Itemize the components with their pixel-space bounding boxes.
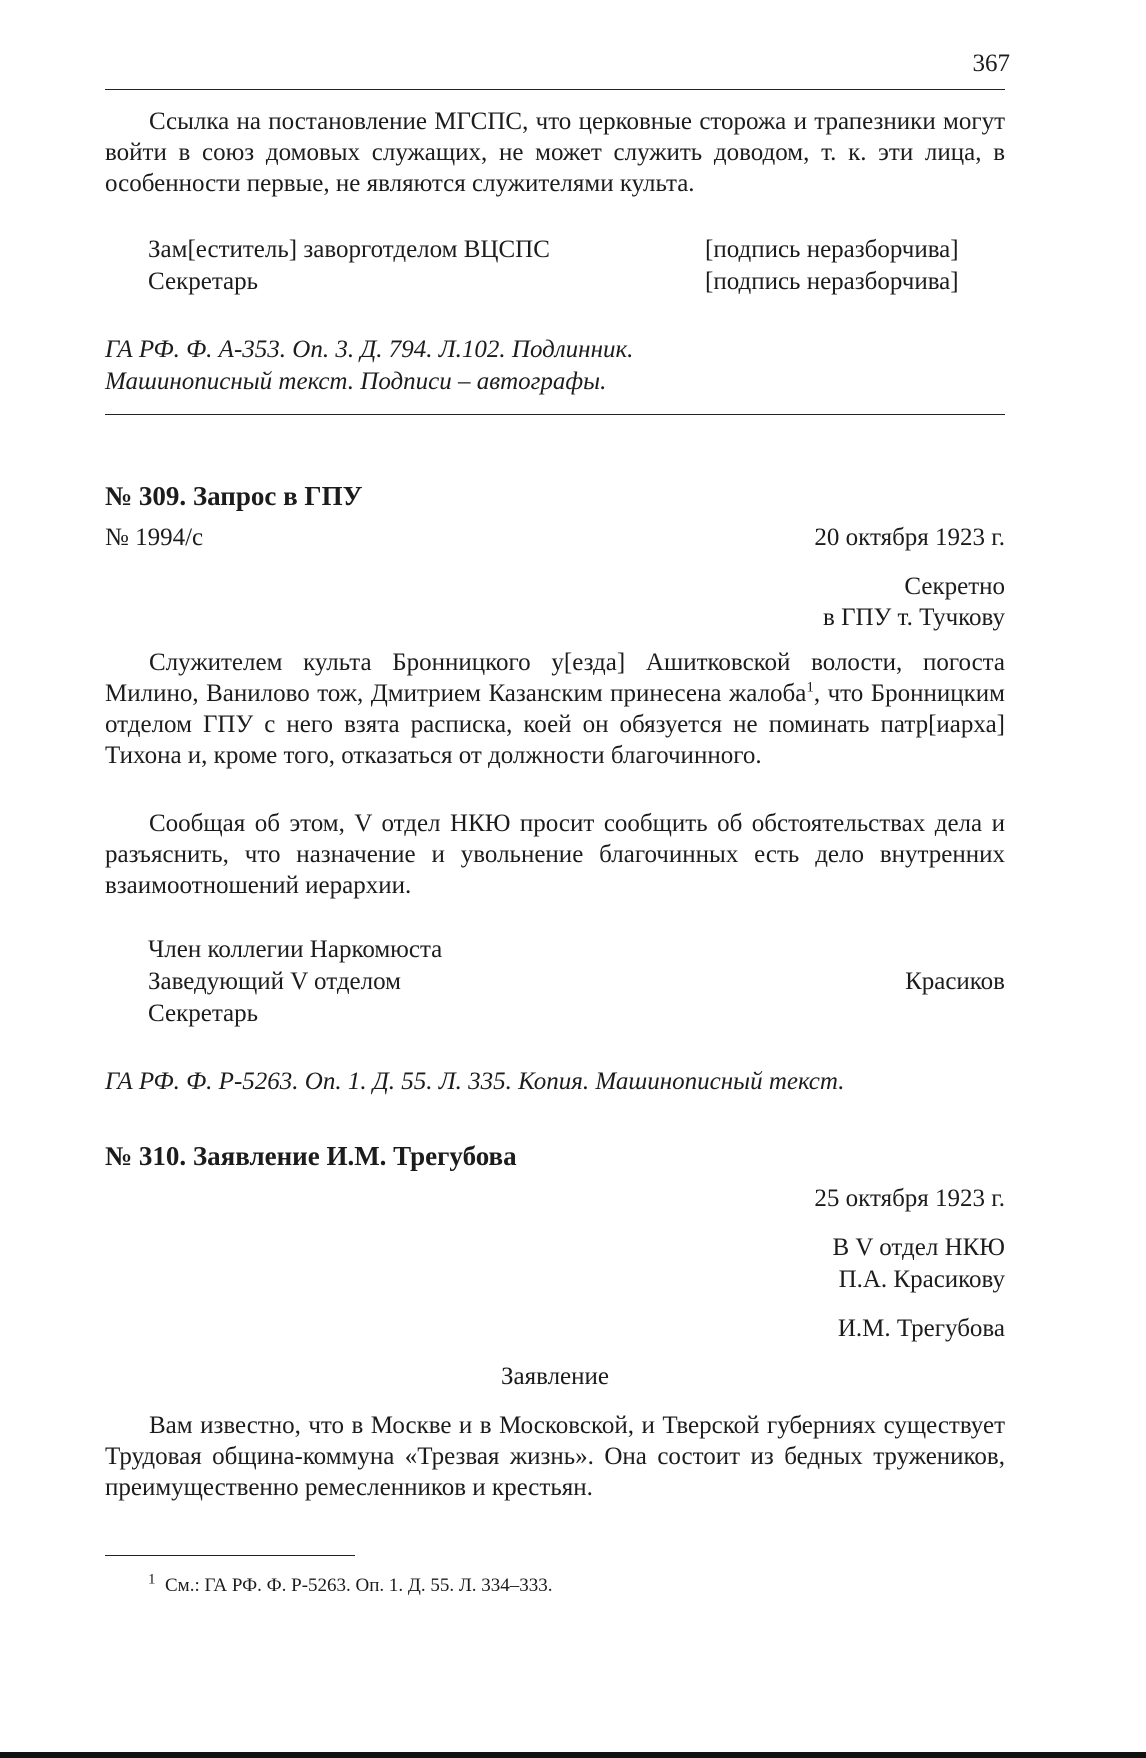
doc-310-addressee-1: В V отдел НКЮ [832, 1234, 1005, 1261]
footnote-mark: 1 [148, 1571, 156, 1588]
doc-309-sign-line-1: Член коллегии Наркомюста [148, 936, 443, 963]
archive-source-1-line1: ГА РФ. Ф. А-353. Оп. 3. Д. 794. Л.102. Подлинник. [105, 336, 634, 363]
doc-309-paragraph-2: Сообщая об этом, V отдел НКЮ просит сообщить об обстоятельствах дела и разъяснить, что назначение и увольнение благочинных есть дело внутренних взаимоотношений иерархии. [105, 810, 1005, 899]
doc-310-heading: № 310. Заявление И.М. Трегубова [105, 1141, 517, 1171]
intro-paragraph: Ссылка на постановление МГСПС, что церковные сторожа и трапезники могут войти в союз домовых служащих, не может служить доводом, т. к. эти лица, в особенности первые, не являются служителями культа. [105, 108, 1005, 197]
signature-role-1: Зам[еститель] заворготделом ВЦСПС [148, 236, 550, 263]
footnote-text: См.: ГА РФ. Ф. Р-5263. Оп. 1. Д. 55. Л. 334–333. [165, 1575, 553, 1596]
doc-310-paragraph: Вам известно, что в Москве и в Московской, и Тверской губерниях существует Трудовая община-коммуна «Трезвая жизнь». Она состоит из бедных тружеников, преимущественно ремесленников и крестьян. [105, 1412, 1005, 1501]
page-number: 367 [972, 50, 1010, 77]
doc-310-addressee-2: П.А. Красикову [838, 1266, 1005, 1293]
doc-310-title: Заявление [500, 1363, 610, 1390]
footnote-reference: 1 [806, 679, 814, 696]
doc-309-sign-line-3: Секретарь [148, 1000, 259, 1027]
doc-309-sign-line-2: Заведующий V отделом [148, 968, 401, 995]
doc-309-date: 20 октября 1923 г. [814, 524, 1005, 551]
signature-mark-2: [подпись неразборчива] [705, 268, 959, 295]
footnote-rule [105, 1555, 355, 1556]
doc-309-secret: Секретно [904, 573, 1005, 600]
doc-309-archive-source: ГА РФ. Ф. Р-5263. Оп. 1. Д. 55. Л. 335. Копия. Машинописный текст. [105, 1068, 845, 1095]
doc-309-heading: № 309. Запрос в ГПУ [105, 481, 363, 511]
scan-edge-bar [0, 1752, 1146, 1758]
footnote [148, 1571, 553, 1597]
doc-309-para1-start: Служителем культа Бронницкого у[езда] Ашитковской волости, погоста Милино, Ванилово тож, Дмитрием Казанским принесена жалоба [105, 649, 1005, 707]
header-rule [105, 89, 1005, 90]
doc-309-para1-end: , что Бронницким отделом ГПУ с него взята расписка, коей он обязуется не поминать патр[иарха] Тихона и, кроме того, отказаться от должности благочинного. [105, 680, 1005, 769]
doc-309-addressee: в ГПУ т. Тучкову [823, 604, 1005, 631]
doc-309-sign-name: Красиков [905, 968, 1005, 995]
doc-309-paragraph-1 [105, 647, 1005, 771]
doc-309-number: № 1994/с [105, 524, 204, 551]
doc-310-sender: И.М. Трегубова [837, 1315, 1005, 1342]
signature-role-2: Секретарь [148, 268, 259, 295]
section-rule [105, 414, 1005, 415]
doc-310-date: 25 октября 1923 г. [814, 1185, 1005, 1212]
signature-mark-1: [подпись неразборчива] [705, 236, 959, 263]
archive-source-1-line2: Машинописный текст. Подписи – автографы. [105, 368, 607, 395]
